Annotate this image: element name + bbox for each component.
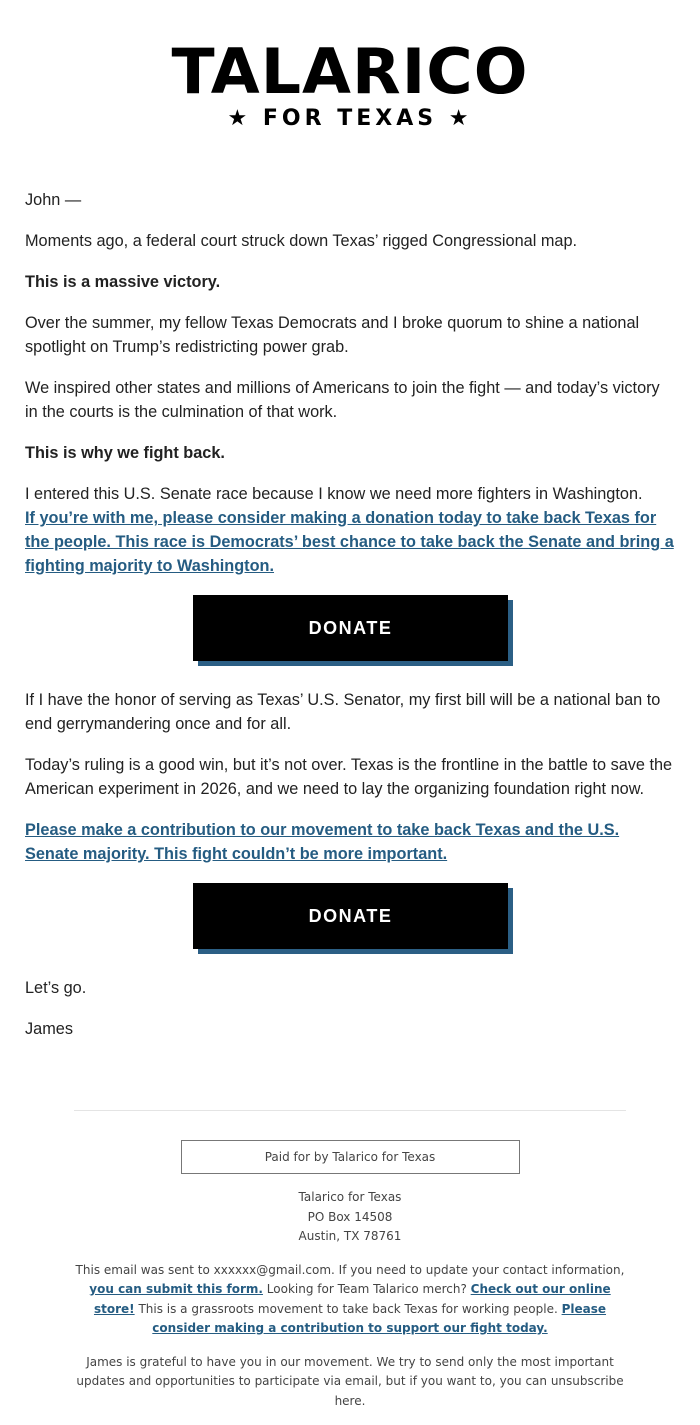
- contribution-footer-link[interactable]: Please consider making a contribution to support our fight today.: [152, 1301, 607, 1335]
- contribution-link[interactable]: Please make a contribution to our movement to take back Texas and the U.S. Senate majority. This fight couldn’t be more important.: [25, 821, 620, 863]
- signature: James: [25, 1020, 73, 1038]
- star-icon: ★: [227, 106, 252, 131]
- logo-name: TALARICO: [171, 35, 529, 108]
- paragraph: I entered this U.S. Senate race because I know we need more fighters in Washington. If you’re with me, please consider making a donation today to take back Texas for the people. This race is Democrats’ best chance to take back the Senate and bring a fighting majority to Washington.: [25, 485, 674, 575]
- paragraph: If I have the honor of serving as Texas’ U.S. Senator, my first bill will be a national ban to end gerrymandering once and for all.: [25, 691, 661, 733]
- divider: [74, 1110, 626, 1111]
- mailing-address: Talarico for Texas PO Box 14508 Austin, TX 78761: [298, 1190, 402, 1243]
- online-store-link[interactable]: Check out our online store!: [93, 1282, 611, 1316]
- paragraph-bold: This is a massive victory.: [25, 273, 221, 291]
- closing: Let’s go.: [25, 979, 87, 997]
- donation-link[interactable]: If you’re with me, please consider making a donation today to take back Texas for the people. This race is Democrats’ best chance to take back the Senate and bring a fighting majority to Washington.: [25, 509, 674, 575]
- email-body: [0, 150, 700, 1041]
- logo-tagline: ★ FOR TEXAS ★: [227, 106, 473, 131]
- paragraph: Moments ago, a federal court struck down Texas’ rigged Congressional map.: [25, 232, 578, 250]
- paragraph: Over the summer, my fellow Texas Democrats and I broke quorum to shine a national spotlight on Trump’s redistricting power grab.: [25, 314, 640, 356]
- star-icon: ★: [448, 106, 473, 131]
- contact-form-link[interactable]: you can submit this form.: [89, 1282, 263, 1296]
- paid-for-disclaimer: Paid for by Talarico for Texas: [181, 1140, 520, 1174]
- donate-button[interactable]: DONATE: [193, 595, 508, 661]
- campaign-logo: [0, 0, 700, 150]
- greeting: John —: [25, 191, 82, 209]
- legal-text: This email was sent to xxxxxx@gmail.com. If you need to update your contact information, you can submit this form. Looking for Team Talarico merch? Check out our online store! This is a grassroots movement to take back Texas for working people. Please consider making a contribution to support our fight today.: [75, 1262, 625, 1335]
- paragraph-bold: This is why we fight back.: [25, 444, 225, 462]
- unsubscribe-text[interactable]: James is grateful to have you in our movement. We try to send only the most important updates and opportunities to participate via email, but if you want to, you can unsubscribe here.: [76, 1354, 624, 1408]
- paragraph: Today’s ruling is a good win, but it’s not over. Texas is the frontline in the battle to save the American experiment in 2026, and we need to lay the organizing foundation right now.: [25, 756, 673, 798]
- paragraph: We inspired other states and millions of Americans to join the fight — and today’s victory in the courts is the culmination of that work.: [25, 379, 660, 421]
- donate-button[interactable]: DONATE: [193, 883, 508, 949]
- footer: [0, 1110, 700, 1411]
